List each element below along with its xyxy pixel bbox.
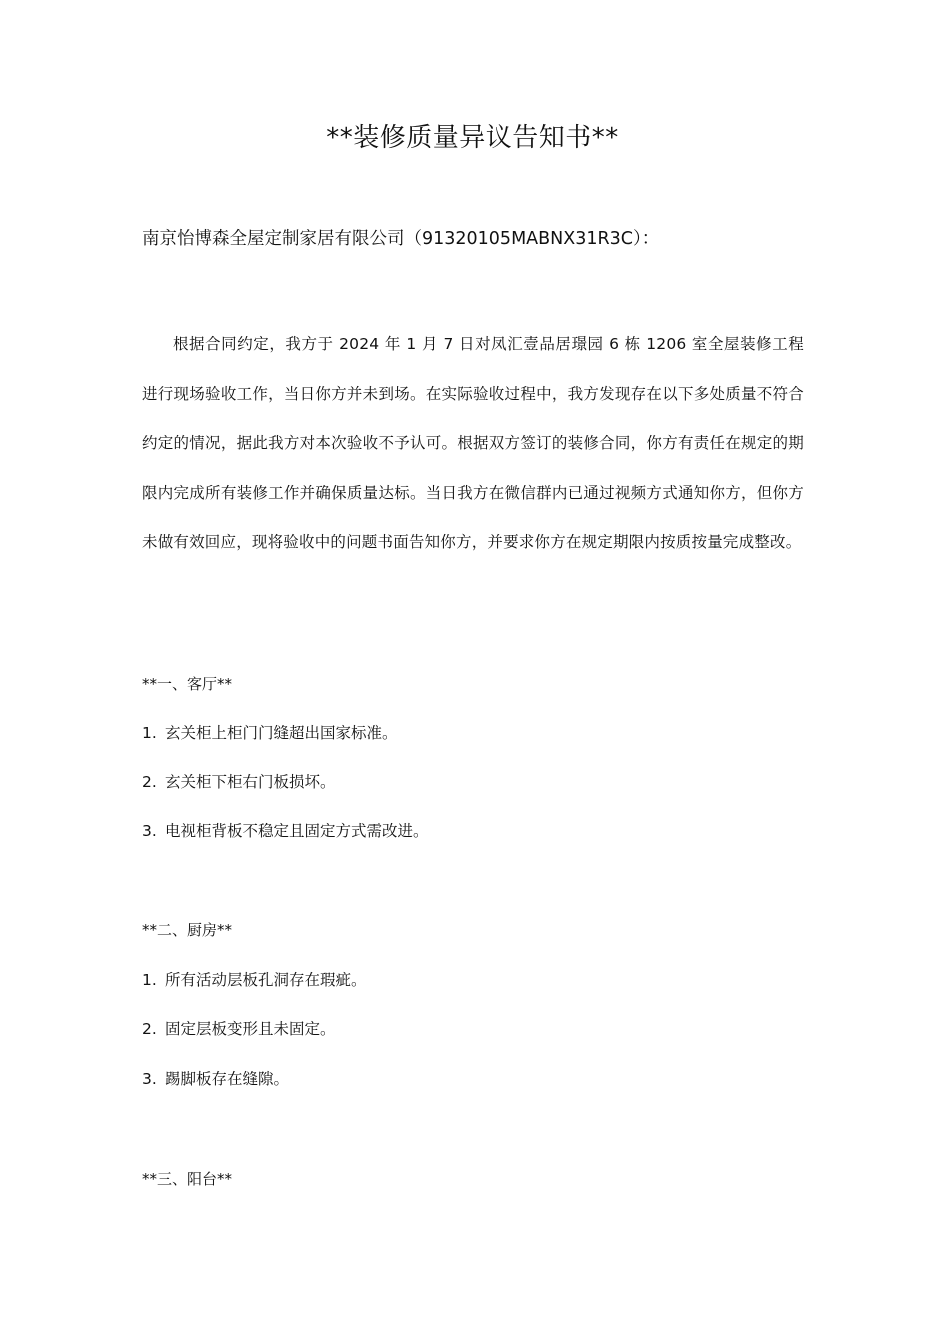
list-item [142, 1065, 289, 1093]
list-item-number: 1. [142, 724, 157, 742]
list-item-text: 固定层板变形且未固定。 [165, 1020, 336, 1038]
section-heading-balcony: **三、阳台** [142, 1170, 233, 1188]
list-item-text: 踢脚板存在缝隙。 [165, 1070, 290, 1088]
recipient-line: 南京怡博森全屋定制家居有限公司（91320105MABNX31R3C）： [142, 229, 660, 249]
list-item [142, 817, 429, 845]
list-item-number: 3. [142, 822, 157, 840]
document-title: **装修质量异议告知书** [326, 123, 619, 153]
list-item-number: 2. [142, 1020, 157, 1038]
list-item-number: 1. [142, 971, 157, 989]
list-item-text: 所有活动层板孔洞存在瑕疵。 [165, 971, 367, 989]
list-item-text: 玄关柜上柜门门缝超出国家标准。 [165, 724, 398, 742]
list-item-text: 电视柜背板不稳定且固定方式需改进。 [165, 822, 429, 840]
list-item [142, 719, 398, 747]
list-item [142, 966, 367, 994]
section-heading-kitchen: **二、厨房** [142, 921, 233, 939]
section-heading-living-room: **一、客厅** [142, 675, 233, 693]
list-item-number: 2. [142, 773, 157, 791]
list-item-number: 3. [142, 1070, 157, 1088]
list-item [142, 1015, 336, 1043]
body-paragraph: 根据合同约定，我方于 2024 年 1 月 7 日对凤汇壹品居璟园 6 栋 1206 室全屋装修工程进行现场验收工作，当日你方并未到场。在实际验收过程中，我方发现存在以下多处质量不符合约定的情况，据此我方对本次验收不予认可。根据双方签订的装修合同，你方有责任在规定的期限内完成所有装修工作并确保质量达标。当日我方在微信群内已通过视频方式通知你方，但你方未做有效回应，现将验收中的问题书面告知你方，并要求你方在规定期限内按质按量完成整改。 [142, 335, 804, 552]
list-item-text: 玄关柜下柜右门板损坏。 [165, 773, 336, 791]
list-item [142, 768, 336, 796]
